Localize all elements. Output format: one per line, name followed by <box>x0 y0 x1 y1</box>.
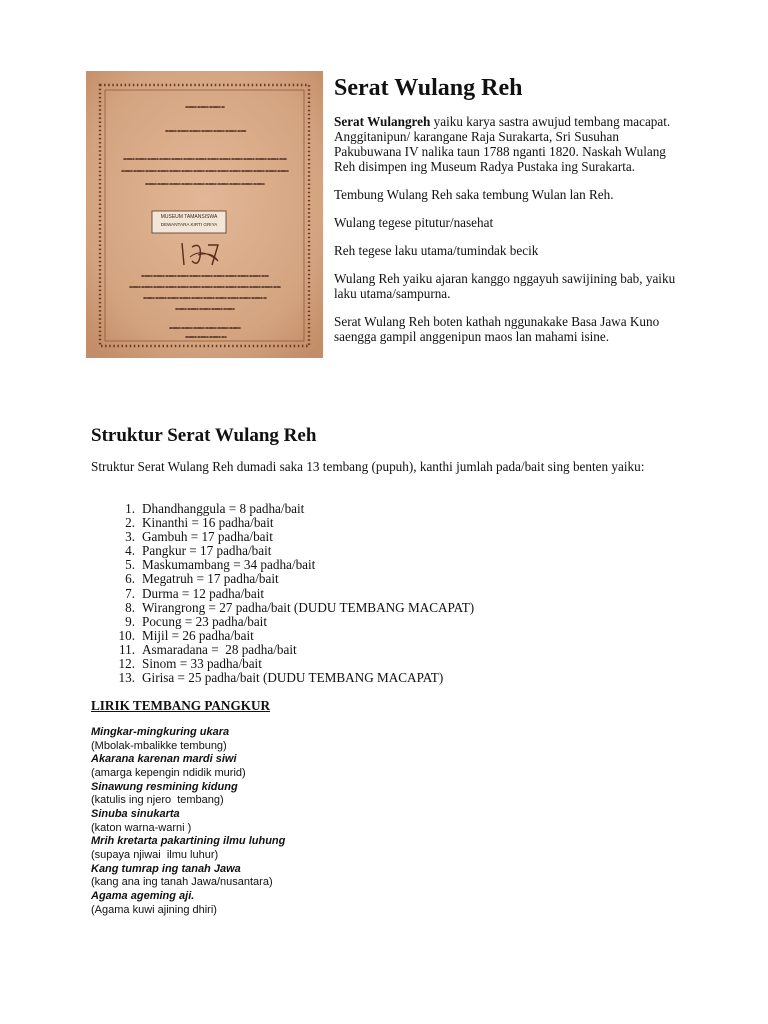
list-item-number: 7. <box>125 585 135 601</box>
list-item-number: 5. <box>125 557 135 573</box>
list-item-number: 1. <box>125 501 135 516</box>
list-item-number: 9. <box>125 613 135 629</box>
intro-lead-text: yaiku karya sastra awujud tembang macapat. Anggitanipun/ karangane Raja Surakarta, Sri Susuhan Pakubuwana IV nalika taun 1788 nganti 1820. Naskah Wulang Reh disimpen ing Museum Radya Pustaka ing Surakarta. <box>334 114 671 174</box>
list-item <box>108 544 474 558</box>
list-item-number: 6. <box>125 571 135 587</box>
lyric-line: Agama ageming aji. <box>91 889 195 902</box>
list-item <box>108 601 474 615</box>
list-item-number: 4. <box>125 543 135 559</box>
intro-lead-bold: Serat Wulangreh <box>334 114 431 129</box>
lyric-translation: (Agama kuwi ajining dhiri) <box>91 903 217 916</box>
list-item-text: Durma = 12 padha/bait <box>142 585 265 601</box>
lyrics-block <box>91 726 285 917</box>
list-item-text: Maskumambang = 34 padha/bait <box>142 557 316 573</box>
list-item <box>108 671 474 685</box>
manuscript-cover-image <box>86 71 323 358</box>
intro-paragraph <box>334 114 679 174</box>
lyric-line: Mingkar-mingkuring ukara <box>91 726 230 738</box>
list-item-text: Sinom = 33 padha/bait <box>142 656 262 672</box>
lyric-translation: (katon warna-warni ) <box>91 821 192 834</box>
intro-paragraph-3: Wulang tegese pitutur/nasehat <box>334 215 494 230</box>
intro-paragraph-6: Serat Wulang Reh boten kathah nggunakake Basa Jawa Kuno saengga gampil anggenipun maos lan mahami isine. <box>334 314 660 344</box>
list-item-number: 10. <box>118 627 135 643</box>
lyric-translation: (amarga kepengin ndidik murid) <box>91 766 246 779</box>
list-item-text: Asmaradana = 28 padha/bait <box>142 641 297 657</box>
list-item <box>108 572 474 586</box>
list-item <box>108 615 474 629</box>
intro-paragraph-4: Reh tegese laku utama/tumindak becik <box>334 243 539 258</box>
list-item-text: Pangkur = 17 padha/bait <box>142 543 272 559</box>
intro-paragraph-2: Tembung Wulang Reh saka tembung Wulan lan Reh. <box>334 187 614 202</box>
lyric-translation: (katulis ing njero tembang) <box>91 794 224 807</box>
intro-paragraph-5: Wulang Reh yaiku ajaran kanggo nggayuh sawijining bab, yaiku laku utama/sampurna. <box>334 271 676 301</box>
list-item-text: Mijil = 26 padha/bait <box>142 627 254 643</box>
stamp-line-2: DEWANTARA KIRTI GRIYA <box>160 222 218 227</box>
list-item-number: 13. <box>118 670 135 686</box>
list-item <box>108 587 474 601</box>
list-item <box>108 516 474 530</box>
stamp-line-1: MUSEUM TAMANSISWA <box>160 214 218 220</box>
tembang-list <box>108 502 474 685</box>
page-title: Serat Wulang Reh <box>334 75 523 101</box>
list-item-text: Kinanthi = 16 padha/bait <box>142 515 274 531</box>
lyric-line: Kang tumrap ing tanah Jawa <box>91 862 241 875</box>
list-item-text: Girisa = 25 padha/bait (DUDU TEMBANG MACAPAT) <box>142 670 444 686</box>
lyric-translation: (supaya njiwai ilmu luhur) <box>91 848 219 861</box>
lyric-translation: (kang ana ing tanah Jawa/nusantara) <box>91 876 273 889</box>
structure-heading: Struktur Serat Wulang Reh <box>91 425 317 446</box>
list-item <box>108 643 474 657</box>
list-item-number: 12. <box>118 656 135 672</box>
lyric-line: Sinawung resmining kidung <box>91 780 238 793</box>
list-item-text: Wirangrong = 27 padha/bait (DUDU TEMBANG MACAPAT) <box>142 599 475 615</box>
list-item-number: 8. <box>125 599 135 615</box>
lyric-line: Mrih kretarta pakartining ilmu luhung <box>91 835 286 848</box>
list-item-text: Gambuh = 17 padha/bait <box>142 529 273 545</box>
structure-intro: Struktur Serat Wulang Reh dumadi saka 13 tembang (pupuh), kanthi jumlah pada/bait sing benten yaiku: <box>91 459 645 474</box>
list-item <box>108 657 474 671</box>
manuscript-number <box>170 233 240 255</box>
lyric-line: Akarana karenan mardi siwi <box>91 753 237 766</box>
list-item <box>108 558 474 572</box>
list-item-text: Dhandhanggula = 8 padha/bait <box>142 501 305 516</box>
lirik-heading: LIRIK TEMBANG PANGKUR <box>91 698 271 713</box>
list-item <box>108 530 474 544</box>
list-item-number: 11. <box>119 641 135 657</box>
list-item-number: 2. <box>125 515 135 531</box>
list-item-number: 3. <box>125 529 135 545</box>
list-item-text: Pocung = 23 padha/bait <box>142 613 268 629</box>
list-item <box>108 629 474 643</box>
list-item-text: Megatruh = 17 padha/bait <box>142 571 279 587</box>
lyric-line: Sinuba sinukarta <box>91 807 180 820</box>
lyric-translation: (Mbolak-mbalikke tembung) <box>91 739 227 752</box>
list-item <box>108 502 474 516</box>
intro-section <box>334 114 679 357</box>
